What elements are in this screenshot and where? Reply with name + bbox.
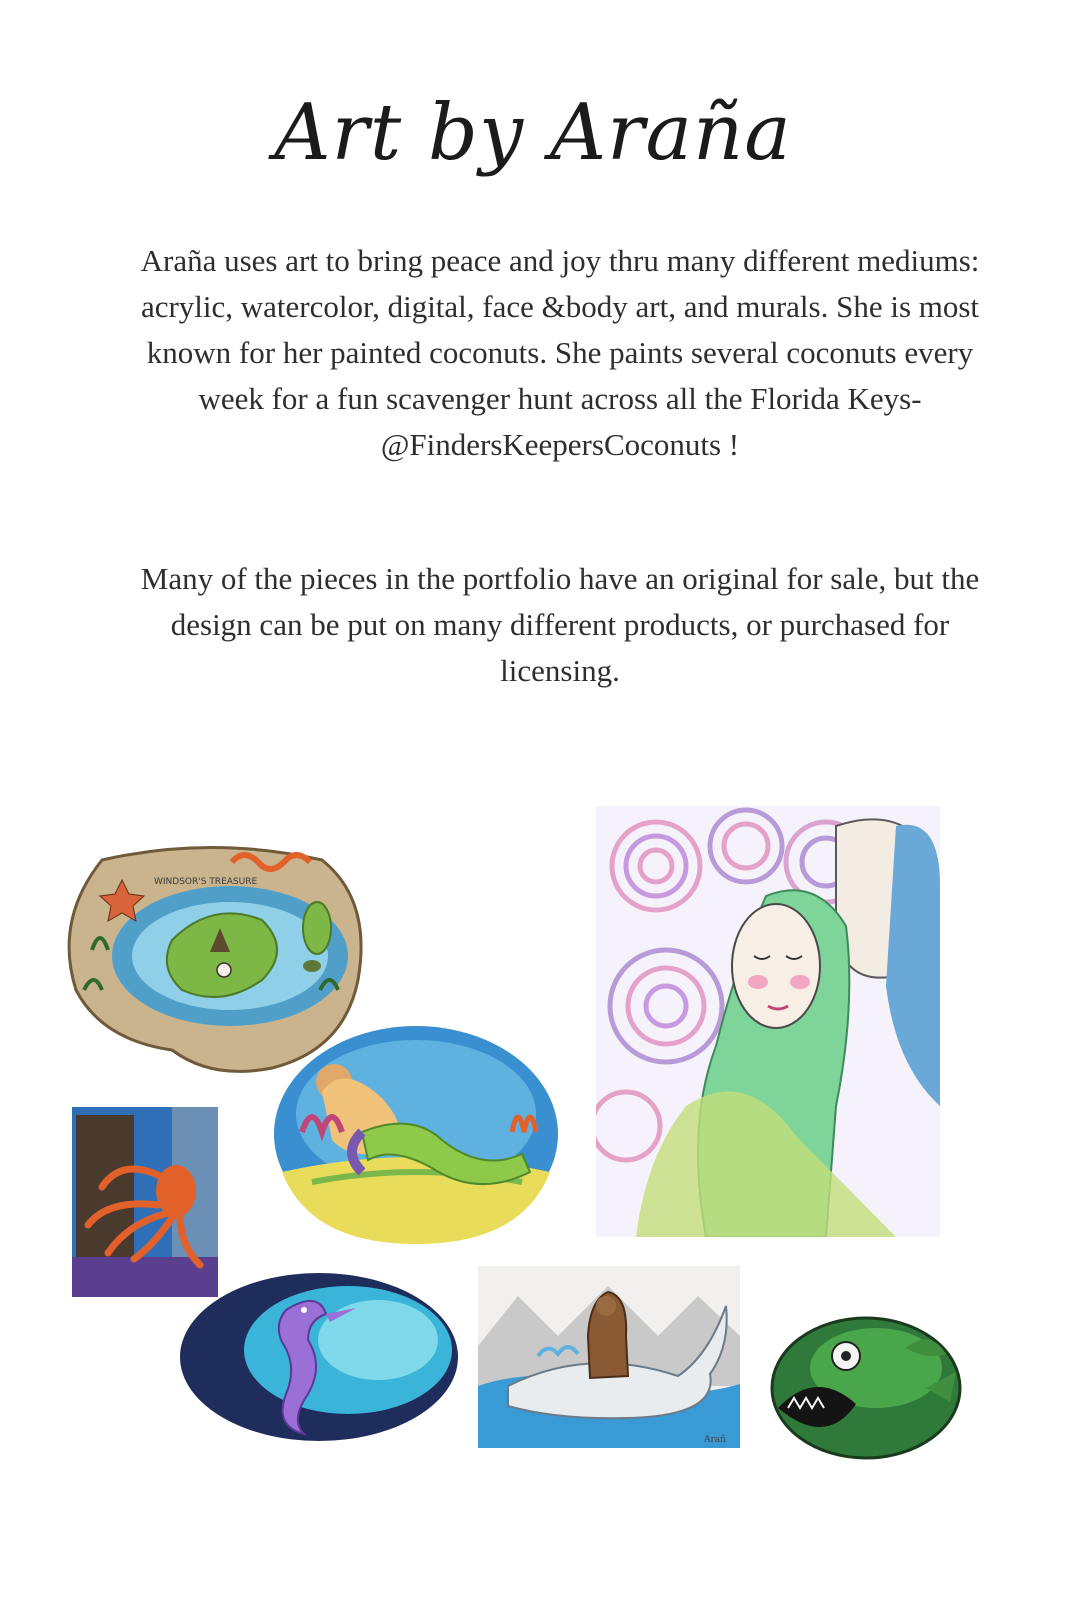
treasure-map-stamp-text: WINDSOR'S TREASURE — [154, 877, 258, 887]
page-title: Art by Araña — [274, 88, 792, 178]
sales-paragraph: Many of the pieces in the portfolio have an original for sale, but the design can be put on many different products, or purchased for licensing. — [140, 561, 980, 688]
seahorse-coconut-image — [178, 1270, 460, 1444]
couple-watercolor-image — [596, 806, 940, 1237]
intro-paragraph: Araña uses art to bring peace and joy thru many different mediums: acrylic, watercolor, digital, face &body art, and murals. She is most known for her painted coconuts. She paints several coconuts every week for a fun scavenger hunt across all the Florida Keys- @FindersKeepersCoconuts ! — [140, 243, 980, 462]
anglerfish-coconut-image — [766, 1308, 962, 1460]
mermaid-coconut-image — [272, 1022, 560, 1246]
bigfoot-whale-painting-image — [478, 1266, 740, 1448]
painting-signature: Arañ — [704, 1435, 726, 1445]
octopus-mural-image — [72, 1107, 218, 1297]
